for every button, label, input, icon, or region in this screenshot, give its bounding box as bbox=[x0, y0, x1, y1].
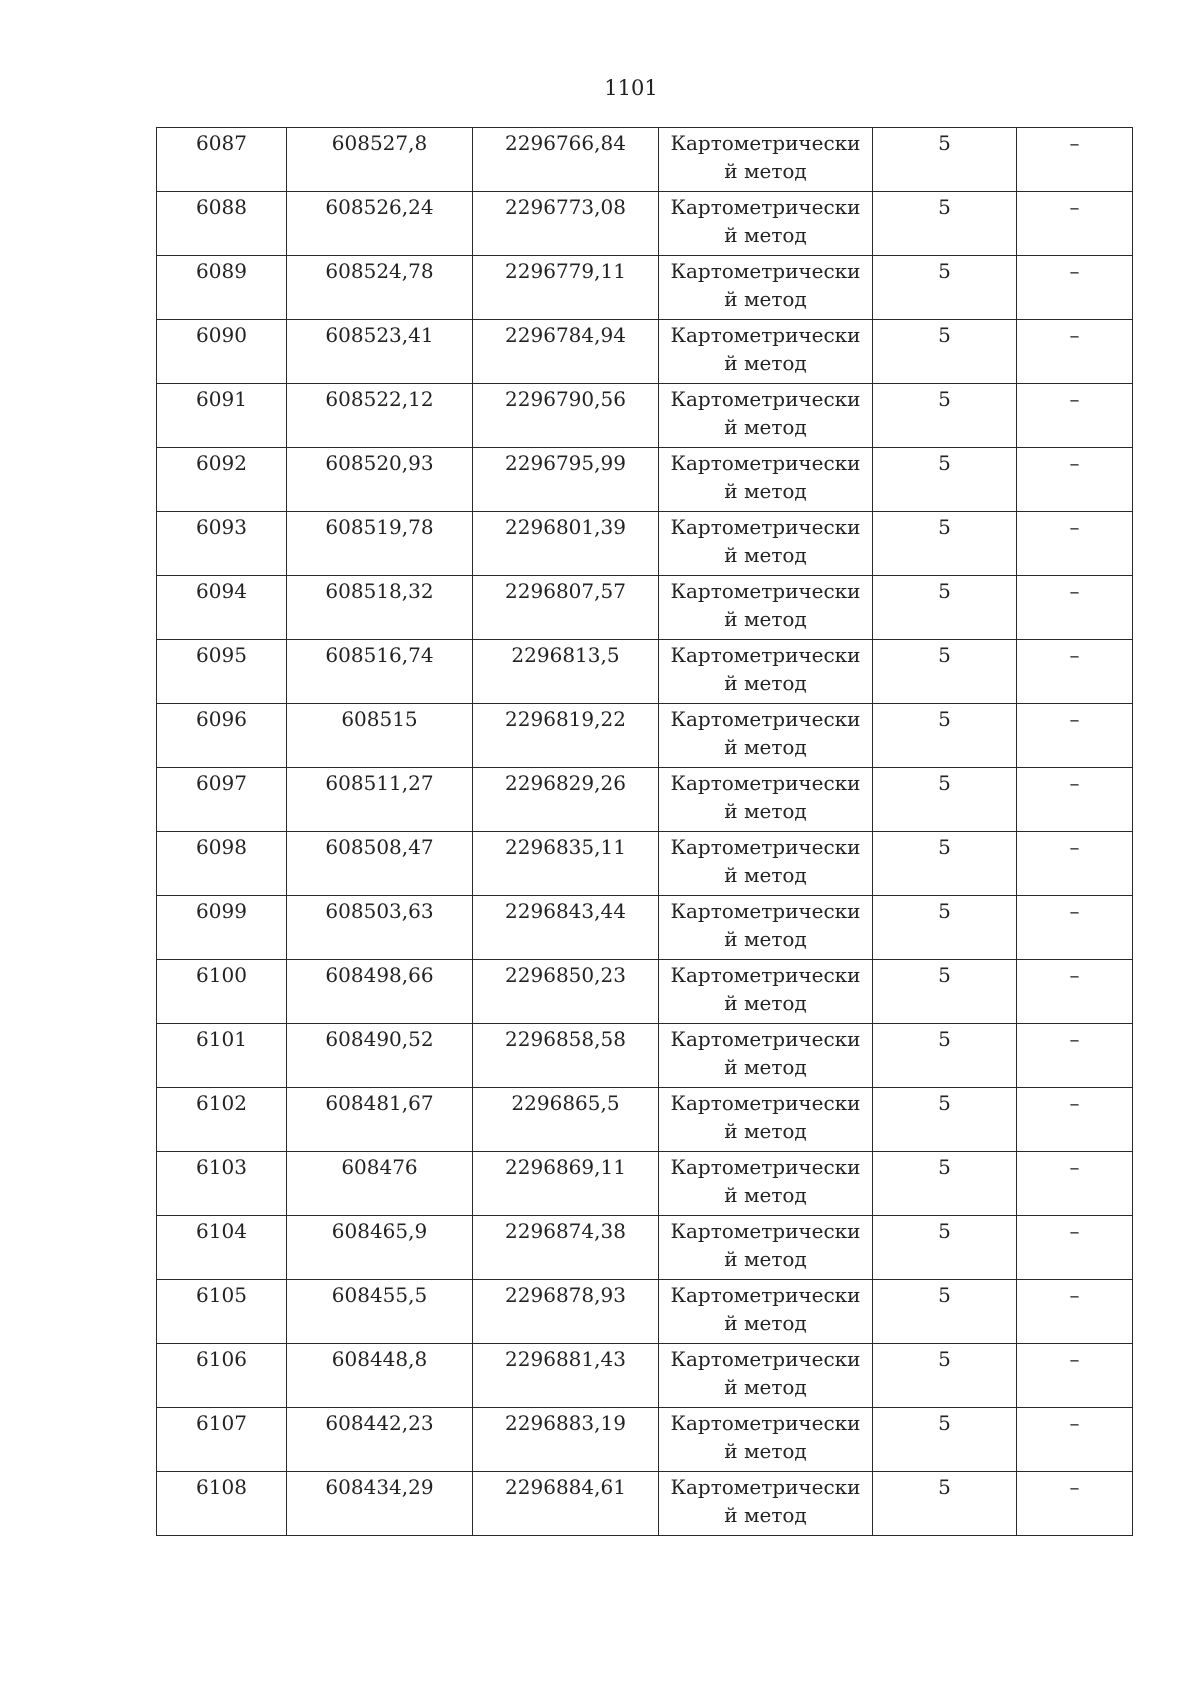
y-coordinate-cell: 2296843,44 bbox=[473, 896, 659, 960]
method-cell bbox=[659, 512, 873, 576]
method-cell bbox=[659, 960, 873, 1024]
method-cell bbox=[659, 1344, 873, 1408]
note-cell: – bbox=[1017, 512, 1133, 576]
method-text-line-1: Картометрически bbox=[670, 1219, 861, 1243]
note-cell: – bbox=[1017, 384, 1133, 448]
x-coordinate-cell: 608524,78 bbox=[287, 256, 473, 320]
page-number: 1101 bbox=[604, 76, 658, 100]
x-coordinate-cell: 608526,24 bbox=[287, 192, 473, 256]
method-cell bbox=[659, 576, 873, 640]
note-cell: – bbox=[1017, 704, 1133, 768]
method-text-line-2: й метод bbox=[724, 543, 807, 567]
accuracy-cell: 5 bbox=[873, 1344, 1017, 1408]
note-cell: – bbox=[1017, 128, 1133, 192]
method-text-line-1: Картометрически bbox=[670, 131, 861, 155]
note-cell: – bbox=[1017, 192, 1133, 256]
table-row bbox=[157, 448, 1133, 512]
method-text-line-2: й метод bbox=[724, 287, 807, 311]
note-cell: – bbox=[1017, 832, 1133, 896]
accuracy-cell: 5 bbox=[873, 1408, 1017, 1472]
method-text-line-1: Картометрически bbox=[670, 515, 861, 539]
method-text-line-2: й метод bbox=[724, 671, 807, 695]
point-number-cell: 6092 bbox=[157, 448, 287, 512]
y-coordinate-cell: 2296869,11 bbox=[473, 1152, 659, 1216]
y-coordinate-cell: 2296865,5 bbox=[473, 1088, 659, 1152]
note-cell: – bbox=[1017, 896, 1133, 960]
table-row bbox=[157, 1344, 1133, 1408]
x-coordinate-cell: 608527,8 bbox=[287, 128, 473, 192]
note-cell: – bbox=[1017, 448, 1133, 512]
method-text-line-2: й метод bbox=[724, 735, 807, 759]
y-coordinate-cell: 2296795,99 bbox=[473, 448, 659, 512]
method-text-line-1: Картометрически bbox=[670, 707, 861, 731]
table-row bbox=[157, 832, 1133, 896]
point-number-cell: 6091 bbox=[157, 384, 287, 448]
note-cell: – bbox=[1017, 1472, 1133, 1536]
coordinates-table bbox=[156, 127, 1133, 1536]
table-row bbox=[157, 1408, 1133, 1472]
method-text-line-1: Картометрически bbox=[670, 451, 861, 475]
x-coordinate-cell: 608442,23 bbox=[287, 1408, 473, 1472]
method-text-line-2: й метод bbox=[724, 1503, 807, 1527]
method-text-line-1: Картометрически bbox=[670, 1411, 861, 1435]
accuracy-cell: 5 bbox=[873, 1472, 1017, 1536]
point-number-cell: 6089 bbox=[157, 256, 287, 320]
y-coordinate-cell: 2296773,08 bbox=[473, 192, 659, 256]
table-row bbox=[157, 896, 1133, 960]
note-cell: – bbox=[1017, 1344, 1133, 1408]
method-text-line-1: Картометрически bbox=[670, 1347, 861, 1371]
y-coordinate-cell: 2296807,57 bbox=[473, 576, 659, 640]
x-coordinate-cell: 608434,29 bbox=[287, 1472, 473, 1536]
method-cell bbox=[659, 1280, 873, 1344]
table-row bbox=[157, 640, 1133, 704]
point-number-cell: 6107 bbox=[157, 1408, 287, 1472]
method-text-line-2: й метод bbox=[724, 415, 807, 439]
method-text-line-1: Картометрически bbox=[670, 1091, 861, 1115]
method-cell bbox=[659, 768, 873, 832]
accuracy-cell: 5 bbox=[873, 960, 1017, 1024]
method-text-line-1: Картометрически bbox=[670, 771, 861, 795]
note-cell: – bbox=[1017, 1216, 1133, 1280]
accuracy-cell: 5 bbox=[873, 832, 1017, 896]
y-coordinate-cell: 2296858,58 bbox=[473, 1024, 659, 1088]
method-text-line-2: й метод bbox=[724, 1055, 807, 1079]
method-text-line-1: Картометрически bbox=[670, 1283, 861, 1307]
method-text-line-1: Картометрически bbox=[670, 643, 861, 667]
method-cell bbox=[659, 1216, 873, 1280]
accuracy-cell: 5 bbox=[873, 1088, 1017, 1152]
point-number-cell: 6100 bbox=[157, 960, 287, 1024]
note-cell: – bbox=[1017, 1280, 1133, 1344]
method-cell bbox=[659, 896, 873, 960]
point-number-cell: 6105 bbox=[157, 1280, 287, 1344]
method-text-line-1: Картометрически bbox=[670, 899, 861, 923]
method-text-line-2: й метод bbox=[724, 1247, 807, 1271]
method-cell bbox=[659, 704, 873, 768]
method-cell bbox=[659, 128, 873, 192]
method-text-line-2: й метод bbox=[724, 863, 807, 887]
accuracy-cell: 5 bbox=[873, 320, 1017, 384]
accuracy-cell: 5 bbox=[873, 640, 1017, 704]
table-row bbox=[157, 128, 1133, 192]
x-coordinate-cell: 608465,9 bbox=[287, 1216, 473, 1280]
note-cell: – bbox=[1017, 1408, 1133, 1472]
table-row bbox=[157, 1216, 1133, 1280]
method-text-line-1: Картометрически bbox=[670, 579, 861, 603]
note-cell: – bbox=[1017, 1024, 1133, 1088]
method-text-line-2: й метод bbox=[724, 1375, 807, 1399]
method-cell bbox=[659, 1024, 873, 1088]
accuracy-cell: 5 bbox=[873, 512, 1017, 576]
x-coordinate-cell: 608503,63 bbox=[287, 896, 473, 960]
x-coordinate-cell: 608518,32 bbox=[287, 576, 473, 640]
point-number-cell: 6097 bbox=[157, 768, 287, 832]
y-coordinate-cell: 2296883,19 bbox=[473, 1408, 659, 1472]
note-cell: – bbox=[1017, 1152, 1133, 1216]
method-text-line-1: Картометрически bbox=[670, 963, 861, 987]
note-cell: – bbox=[1017, 256, 1133, 320]
accuracy-cell: 5 bbox=[873, 1152, 1017, 1216]
point-number-cell: 6088 bbox=[157, 192, 287, 256]
y-coordinate-cell: 2296884,61 bbox=[473, 1472, 659, 1536]
table-row bbox=[157, 576, 1133, 640]
x-coordinate-cell: 608448,8 bbox=[287, 1344, 473, 1408]
x-coordinate-cell: 608516,74 bbox=[287, 640, 473, 704]
table-row bbox=[157, 1024, 1133, 1088]
point-number-cell: 6087 bbox=[157, 128, 287, 192]
method-text-line-2: й метод bbox=[724, 223, 807, 247]
table-row bbox=[157, 960, 1133, 1024]
note-cell: – bbox=[1017, 768, 1133, 832]
y-coordinate-cell: 2296801,39 bbox=[473, 512, 659, 576]
table-row bbox=[157, 1088, 1133, 1152]
x-coordinate-cell: 608476 bbox=[287, 1152, 473, 1216]
point-number-cell: 6108 bbox=[157, 1472, 287, 1536]
table-body bbox=[157, 128, 1133, 1536]
x-coordinate-cell: 608490,52 bbox=[287, 1024, 473, 1088]
x-coordinate-cell: 608523,41 bbox=[287, 320, 473, 384]
point-number-cell: 6101 bbox=[157, 1024, 287, 1088]
method-cell bbox=[659, 192, 873, 256]
method-cell bbox=[659, 384, 873, 448]
y-coordinate-cell: 2296813,5 bbox=[473, 640, 659, 704]
method-text-line-1: Картометрически bbox=[670, 259, 861, 283]
method-text-line-2: й метод bbox=[724, 1311, 807, 1335]
x-coordinate-cell: 608508,47 bbox=[287, 832, 473, 896]
method-text-line-1: Картометрически bbox=[670, 323, 861, 347]
method-text-line-2: й метод bbox=[724, 607, 807, 631]
y-coordinate-cell: 2296779,11 bbox=[473, 256, 659, 320]
table-row bbox=[157, 768, 1133, 832]
y-coordinate-cell: 2296881,43 bbox=[473, 1344, 659, 1408]
method-text-line-1: Картометрически bbox=[670, 1475, 861, 1499]
x-coordinate-cell: 608498,66 bbox=[287, 960, 473, 1024]
method-text-line-2: й метод bbox=[724, 159, 807, 183]
accuracy-cell: 5 bbox=[873, 704, 1017, 768]
note-cell: – bbox=[1017, 320, 1133, 384]
y-coordinate-cell: 2296835,11 bbox=[473, 832, 659, 896]
x-coordinate-cell: 608481,67 bbox=[287, 1088, 473, 1152]
x-coordinate-cell: 608511,27 bbox=[287, 768, 473, 832]
point-number-cell: 6099 bbox=[157, 896, 287, 960]
method-text-line-2: й метод bbox=[724, 927, 807, 951]
x-coordinate-cell: 608520,93 bbox=[287, 448, 473, 512]
accuracy-cell: 5 bbox=[873, 1216, 1017, 1280]
note-cell: – bbox=[1017, 1088, 1133, 1152]
method-cell bbox=[659, 1408, 873, 1472]
method-text-line-1: Картометрически bbox=[670, 387, 861, 411]
table-row bbox=[157, 192, 1133, 256]
table-row bbox=[157, 512, 1133, 576]
accuracy-cell: 5 bbox=[873, 128, 1017, 192]
point-number-cell: 6104 bbox=[157, 1216, 287, 1280]
point-number-cell: 6103 bbox=[157, 1152, 287, 1216]
accuracy-cell: 5 bbox=[873, 192, 1017, 256]
table-row bbox=[157, 256, 1133, 320]
point-number-cell: 6102 bbox=[157, 1088, 287, 1152]
method-text-line-1: Картометрически bbox=[670, 195, 861, 219]
table-row bbox=[157, 1472, 1133, 1536]
method-cell bbox=[659, 1152, 873, 1216]
method-cell bbox=[659, 1088, 873, 1152]
accuracy-cell: 5 bbox=[873, 896, 1017, 960]
point-number-cell: 6096 bbox=[157, 704, 287, 768]
y-coordinate-cell: 2296850,23 bbox=[473, 960, 659, 1024]
accuracy-cell: 5 bbox=[873, 1024, 1017, 1088]
point-number-cell: 6106 bbox=[157, 1344, 287, 1408]
method-cell bbox=[659, 832, 873, 896]
y-coordinate-cell: 2296790,56 bbox=[473, 384, 659, 448]
accuracy-cell: 5 bbox=[873, 1280, 1017, 1344]
table-row bbox=[157, 1280, 1133, 1344]
y-coordinate-cell: 2296878,93 bbox=[473, 1280, 659, 1344]
method-cell bbox=[659, 640, 873, 704]
method-cell bbox=[659, 448, 873, 512]
y-coordinate-cell: 2296819,22 bbox=[473, 704, 659, 768]
method-text-line-2: й метод bbox=[724, 799, 807, 823]
method-text-line-2: й метод bbox=[724, 991, 807, 1015]
accuracy-cell: 5 bbox=[873, 256, 1017, 320]
method-cell bbox=[659, 256, 873, 320]
method-cell bbox=[659, 320, 873, 384]
method-text-line-2: й метод bbox=[724, 351, 807, 375]
method-text-line-1: Картометрически bbox=[670, 1155, 861, 1179]
x-coordinate-cell: 608519,78 bbox=[287, 512, 473, 576]
y-coordinate-cell: 2296784,94 bbox=[473, 320, 659, 384]
method-cell bbox=[659, 1472, 873, 1536]
method-text-line-2: й метод bbox=[724, 479, 807, 503]
point-number-cell: 6090 bbox=[157, 320, 287, 384]
method-text-line-2: й метод bbox=[724, 1119, 807, 1143]
point-number-cell: 6095 bbox=[157, 640, 287, 704]
y-coordinate-cell: 2296766,84 bbox=[473, 128, 659, 192]
x-coordinate-cell: 608515 bbox=[287, 704, 473, 768]
accuracy-cell: 5 bbox=[873, 448, 1017, 512]
note-cell: – bbox=[1017, 960, 1133, 1024]
y-coordinate-cell: 2296874,38 bbox=[473, 1216, 659, 1280]
accuracy-cell: 5 bbox=[873, 768, 1017, 832]
point-number-cell: 6094 bbox=[157, 576, 287, 640]
x-coordinate-cell: 608455,5 bbox=[287, 1280, 473, 1344]
table-row bbox=[157, 1152, 1133, 1216]
table-row bbox=[157, 704, 1133, 768]
method-text-line-1: Картометрически bbox=[670, 1027, 861, 1051]
method-text-line-1: Картометрически bbox=[670, 835, 861, 859]
accuracy-cell: 5 bbox=[873, 576, 1017, 640]
x-coordinate-cell: 608522,12 bbox=[287, 384, 473, 448]
table-row bbox=[157, 320, 1133, 384]
point-number-cell: 6093 bbox=[157, 512, 287, 576]
y-coordinate-cell: 2296829,26 bbox=[473, 768, 659, 832]
table-row bbox=[157, 384, 1133, 448]
method-text-line-2: й метод bbox=[724, 1183, 807, 1207]
method-text-line-2: й метод bbox=[724, 1439, 807, 1463]
note-cell: – bbox=[1017, 576, 1133, 640]
accuracy-cell: 5 bbox=[873, 384, 1017, 448]
point-number-cell: 6098 bbox=[157, 832, 287, 896]
note-cell: – bbox=[1017, 640, 1133, 704]
